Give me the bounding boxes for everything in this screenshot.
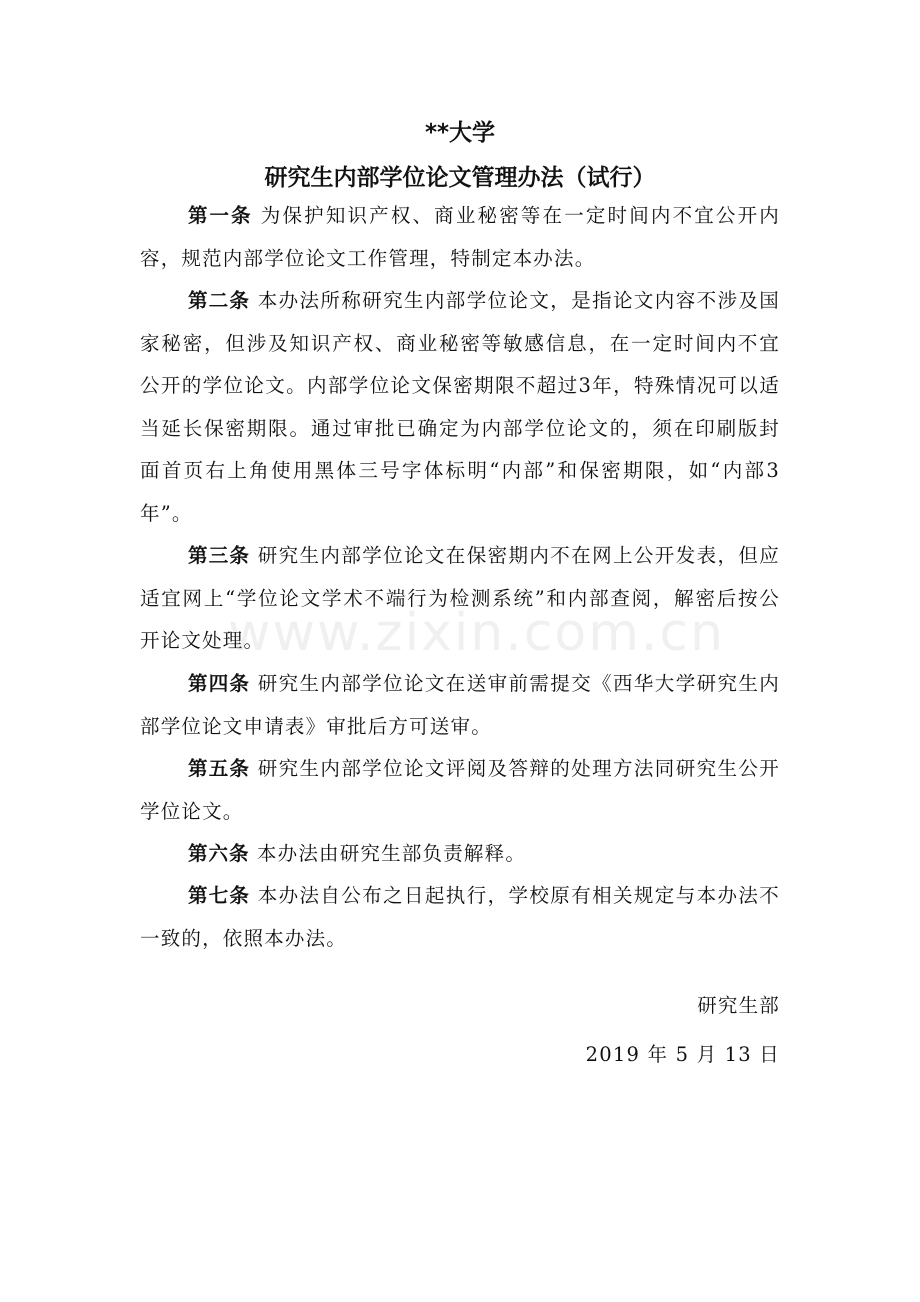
- document-title: 研究生内部学位论文管理办法（试行）: [264, 165, 656, 191]
- article-label: 第七条: [188, 884, 251, 907]
- document-page: [140, 0, 780, 1302]
- article-6: [140, 833, 780, 876]
- article-label: 第四条: [188, 672, 251, 695]
- article-text: 本办法所称研究生内部学位论文，是指论文内容不涉及国家秘密，但涉及知识产权、商业秘密等敏感信息，在一定时间内不宜公开的学位论文。内部学位论文保密期限不超过3年，特殊情况可以适当延长保密期限。通过审批已确定为内部学位论文的，须在印刷版封面首页右上角使用黑体三号字体标明“内部”和保密期限，如“内部3年”。: [140, 289, 780, 525]
- article-text: 为保护知识产权、商业秘密等在一定时间内不宜公开内容，规范内部学位论文工作管理，特制定本办法。: [140, 204, 780, 270]
- article-label: 第三条: [188, 544, 251, 567]
- article-text: 研究生内部学位论文评阅及答辩的处理方法同研究生公开学位论文。: [140, 757, 780, 823]
- article-7: [140, 875, 780, 960]
- article-label: 第五条: [188, 757, 251, 780]
- article-label: 第一条: [188, 204, 253, 227]
- article-label: 第六条: [188, 842, 250, 865]
- article-text: 本办法由研究生部负责解释。: [256, 842, 527, 865]
- article-label: 第二条: [188, 289, 251, 312]
- article-5: [140, 748, 780, 833]
- signature-date: 2019 年 5 月 13 日: [585, 1043, 780, 1066]
- article-text: 本办法自公布之日起执行，学校原有相关规定与本办法不一致的，依照本办法。: [140, 884, 780, 950]
- article-2: [140, 280, 780, 535]
- article-1: [140, 195, 780, 280]
- university-title: **大学: [424, 120, 496, 146]
- article-3: [140, 535, 780, 663]
- article-text: 研究生内部学位论文在送审前需提交《西华大学研究生内部学位论文申请表》审批后方可送审。: [140, 672, 780, 738]
- signature-org: 研究生部: [697, 994, 780, 1017]
- watermark: www.zixin.com.cn: [228, 603, 725, 663]
- article-text: 研究生内部学位论文在保密期内不在网上公开发表，但应适宜网上“学位论文学术不端行为检测系统”和内部查阅，解密后按公开论文处理。: [140, 544, 780, 652]
- article-4: [140, 663, 780, 748]
